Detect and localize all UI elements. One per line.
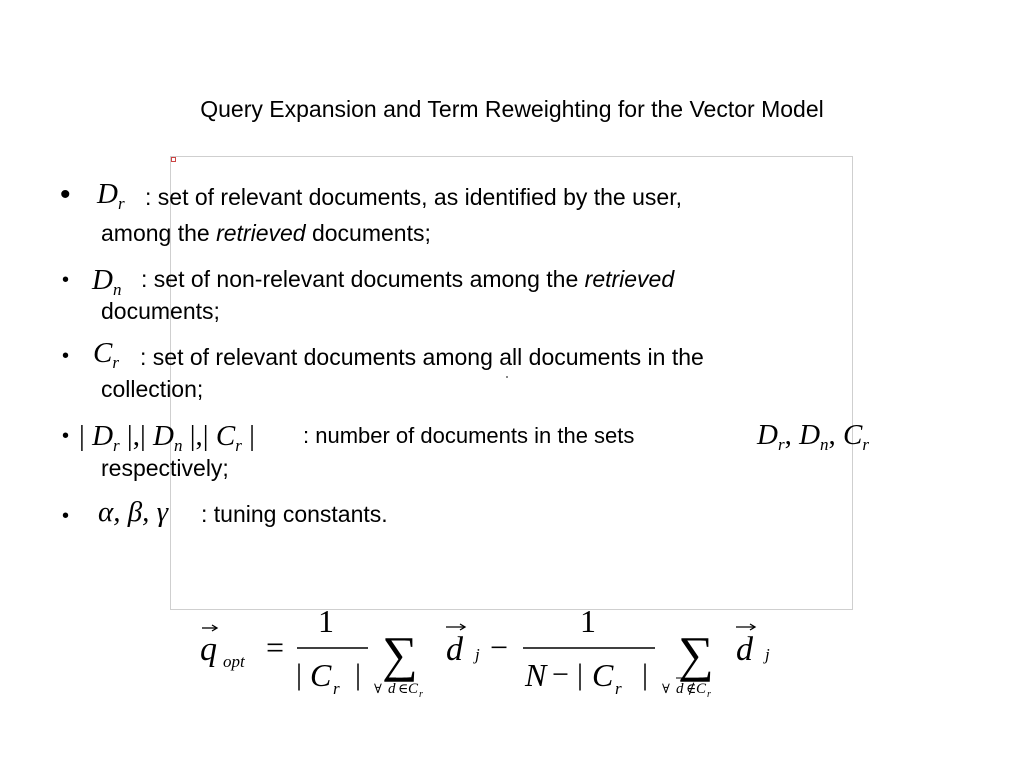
math-sets-list: $D_r$, $D_n$, $C_r$ <box>757 419 869 454</box>
d-symbol: d <box>676 681 684 697</box>
bullet-5-line-1: : tuning constants. <box>201 501 388 527</box>
d-symbol: d <box>388 681 396 697</box>
forall-symbol: ∀ <box>662 681 670 696</box>
d-symbol: d <box>736 631 753 668</box>
abs-bar: | <box>296 658 303 691</box>
math-set-cardinalities: | $D_r$ |,| $D_n$ |,| $C_r$ | <box>79 420 255 455</box>
summation-sign: ∑ <box>678 626 714 682</box>
C-symbol: C <box>310 657 332 693</box>
d-symbol: d <box>446 631 463 668</box>
j-subscript: j <box>765 645 770 664</box>
stray-dot <box>506 376 508 378</box>
bullet-marker: • <box>62 269 70 291</box>
slide-title: Query Expansion and Term Reweighting for the Vector Model <box>200 96 824 122</box>
bullet-marker: • <box>62 345 70 367</box>
equals-sign: = <box>266 629 285 665</box>
abs-bar: | <box>577 658 584 691</box>
minus-sign: − <box>490 629 509 665</box>
opt-subscript: opt <box>223 652 245 671</box>
numerator-one: 1 <box>580 603 596 639</box>
math-Dr: $D_r$ <box>97 178 125 213</box>
bullet-1-line-2: among the retrieved documents; <box>101 220 431 246</box>
bullet-marker: • <box>62 505 70 527</box>
C-symbol: C <box>696 681 707 697</box>
math-tuning-constants: α, β, γ <box>98 496 169 528</box>
bullet-2-line-1: : set of non-relevant documents among the retrieved <box>141 266 675 292</box>
C-symbol: C <box>408 681 419 697</box>
frame-corner-icon <box>171 157 176 162</box>
abs-bar: | <box>642 658 649 691</box>
math-Dn: $D_n$ <box>92 264 122 299</box>
minus-sign: − <box>552 658 569 691</box>
rocchio-formula <box>190 598 810 718</box>
C-symbol: C <box>592 657 614 693</box>
bullet-4-line-1: : number of documents in the sets <box>303 423 635 448</box>
bullet-3-line-2: collection; <box>101 376 204 402</box>
r-subscript: r <box>333 679 340 698</box>
j-subscript: j <box>475 645 480 664</box>
r-subscript: r <box>419 689 423 700</box>
bullet-2-line-2: documents; <box>101 298 220 324</box>
r-subscript: r <box>707 689 711 700</box>
bullet-marker: • <box>60 178 71 211</box>
abs-bar: | <box>355 658 362 691</box>
bullet-3-line-1: : set of relevant documents among all documents in the <box>140 344 704 370</box>
q-symbol: q <box>200 631 217 668</box>
numerator-one: 1 <box>318 603 334 639</box>
r-subscript: r <box>615 679 622 698</box>
math-Cr: $C_r$ <box>93 337 119 372</box>
bullet-marker: • <box>62 425 70 447</box>
N-symbol: N <box>525 657 547 693</box>
bullet-4-line-2: respectively; <box>101 455 229 481</box>
summation-sign: ∑ <box>382 626 418 682</box>
forall-symbol: ∀ <box>374 681 382 696</box>
not-element-of: ∉ <box>686 682 697 697</box>
bullet-1-line-1: : set of relevant documents, as identified by the user, <box>145 184 682 210</box>
element-of: ∈ <box>398 682 409 697</box>
